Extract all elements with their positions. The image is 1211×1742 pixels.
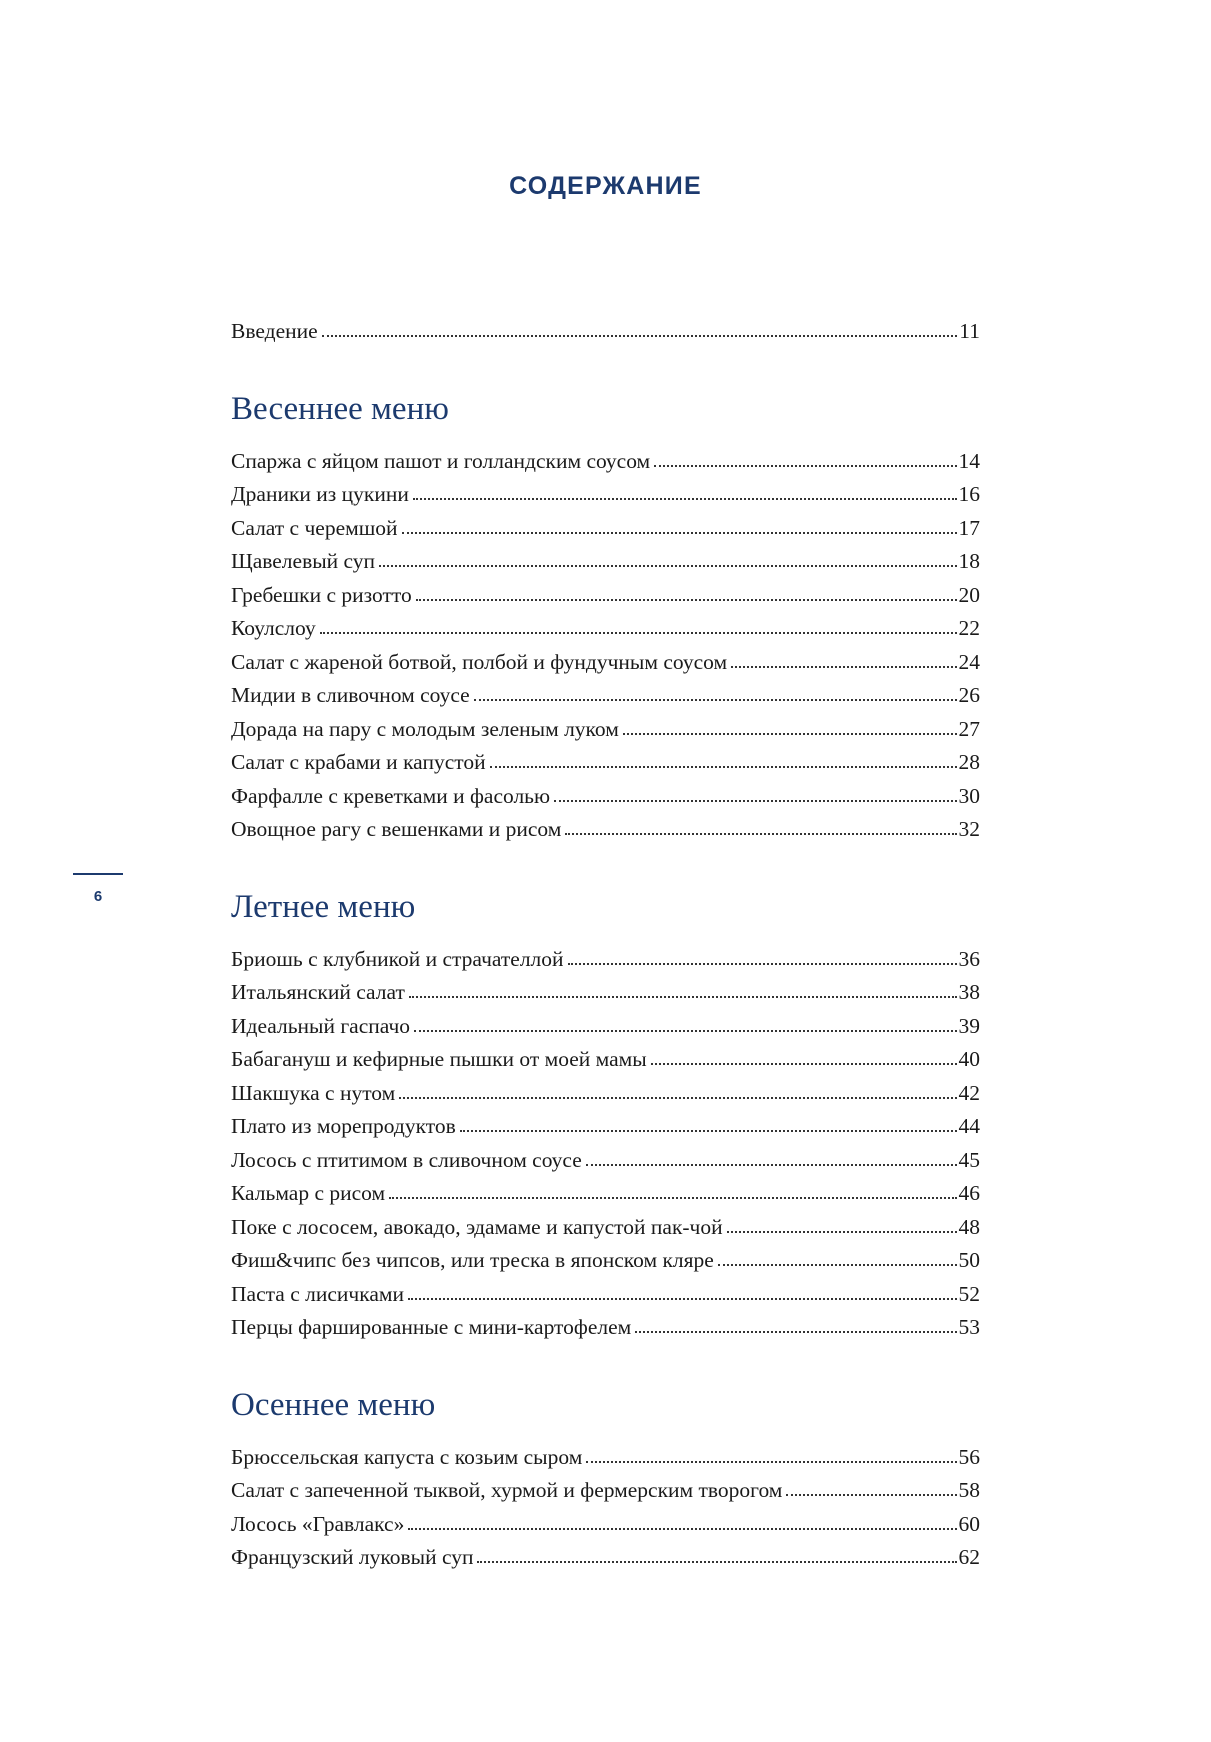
toc-entry[interactable] [231, 612, 980, 646]
toc-entry[interactable] [231, 1311, 980, 1345]
dot-leader [477, 1544, 956, 1564]
dot-leader [586, 1147, 957, 1167]
toc-entry[interactable] [231, 1110, 980, 1144]
toc-entry-page: 62 [958, 1545, 980, 1569]
dot-leader [399, 1080, 956, 1100]
toc-entry[interactable] [231, 813, 980, 847]
section-title: Летнее меню [231, 888, 416, 925]
dot-leader [554, 783, 956, 803]
dot-leader [568, 946, 957, 966]
toc-entry-page: 14 [958, 448, 980, 473]
toc-entry-label: Бабагануш и кефирные пышки от моей мамы [231, 1047, 647, 1071]
dot-leader [731, 649, 956, 669]
folio-rule [73, 873, 123, 875]
dot-leader [322, 318, 958, 338]
toc-entry-label: Овощное рагу с вешенками и рисом [231, 817, 562, 841]
dot-leader [320, 615, 957, 635]
toc-entry-label: Плато из морепродуктов [231, 1114, 456, 1138]
toc-entry-label: Паста с лисичками [231, 1281, 404, 1306]
toc-entry[interactable] [231, 1077, 980, 1111]
toc-entry-label: Кальмар с рисом [231, 1181, 386, 1205]
toc-entry-intro[interactable] [231, 315, 980, 349]
toc-entry[interactable] [231, 445, 980, 479]
dot-leader [389, 1180, 956, 1200]
dot-leader [635, 1314, 956, 1334]
toc-entry[interactable] [231, 1244, 980, 1278]
toc-entry[interactable] [231, 1278, 980, 1312]
toc-entry-page: 56 [958, 1444, 980, 1469]
dot-leader [416, 582, 957, 602]
toc-entry[interactable] [231, 1508, 980, 1542]
toc-entry[interactable] [231, 1144, 980, 1178]
toc-entry-page: 46 [958, 1181, 980, 1205]
toc-entry-page: 18 [958, 549, 980, 573]
toc-entry-page: 20 [958, 582, 980, 607]
toc-entry-page: 39 [958, 1013, 980, 1038]
dot-leader [413, 481, 957, 501]
dot-leader [408, 1511, 956, 1531]
toc-entry-label: Перцы фаршированные с мини-картофелем [231, 1315, 632, 1339]
toc-entry-label: Салат с черемшой [231, 515, 398, 540]
toc-entry[interactable] [231, 512, 980, 546]
toc-entry-page: 26 [958, 683, 980, 707]
dot-leader [586, 1444, 956, 1464]
dot-leader [408, 1281, 957, 1301]
toc-entry-page: 60 [958, 1511, 980, 1536]
dot-leader [727, 1214, 957, 1234]
dot-leader [402, 515, 957, 535]
toc-entry-label: Дорада на пару с молодым зеленым луком [231, 716, 619, 741]
toc-entry[interactable] [231, 713, 980, 747]
toc-entry-label: Фарфалле с креветками и фасолью [231, 783, 551, 808]
toc-entry-page: 27 [958, 716, 980, 741]
dot-leader [460, 1113, 957, 1133]
toc-entry[interactable] [231, 545, 980, 579]
dot-leader [718, 1247, 957, 1267]
dot-leader [651, 1046, 957, 1066]
section-autumn [231, 1383, 980, 1575]
toc-entry-label: Брюссельская капуста с козьим сыром [231, 1444, 583, 1469]
toc-entry-page: 28 [958, 750, 980, 774]
dot-leader [414, 1013, 956, 1033]
toc-entry-page: 38 [958, 980, 980, 1004]
dot-leader [409, 979, 957, 999]
toc-entry-page: 16 [958, 482, 980, 506]
dot-leader [654, 448, 956, 468]
toc-entry[interactable] [231, 746, 980, 780]
table-of-contents [231, 315, 980, 1575]
toc-entry-page: 58 [958, 1478, 980, 1502]
toc-entry[interactable] [231, 943, 980, 977]
toc-entry-label: Идеальный гаспачо [231, 1013, 411, 1038]
page-number: 6 [93, 888, 103, 905]
toc-entry[interactable] [231, 976, 980, 1010]
toc-entry-label: Бриошь с клубникой и страчателлой [231, 946, 564, 971]
toc-entry-label: Шакшука с нутом [231, 1080, 396, 1105]
dot-leader [490, 749, 957, 769]
toc-entry-page: 22 [958, 616, 980, 640]
toc-entry-page: 53 [958, 1315, 980, 1339]
toc-entry-label: Спаржа с яйцом пашот и голландским соусом [231, 448, 651, 473]
toc-entry-label: Салат с запеченной тыквой, хурмой и фермерским творогом [231, 1478, 783, 1502]
dot-leader [565, 816, 956, 836]
toc-entry-page: 48 [958, 1214, 980, 1239]
toc-entry-page: 11 [959, 319, 980, 343]
toc-entry-page: 32 [958, 817, 980, 841]
toc-entry[interactable] [231, 1211, 980, 1245]
toc-entry-page: 42 [958, 1080, 980, 1105]
toc-entry-page: 36 [958, 946, 980, 971]
toc-entry-label: Мидии в сливочном соусе [231, 683, 470, 707]
toc-entry-label: Салат с крабами и капустой [231, 750, 486, 774]
section-title: Осеннее меню [231, 1386, 436, 1423]
section-spring [231, 387, 980, 847]
toc-entry[interactable] [231, 1441, 980, 1475]
toc-entry-label: Введение [231, 319, 318, 343]
toc-entry-label: Драники из цукини [231, 482, 409, 506]
toc-entry-label: Лосось с птитимом в сливочном соусе [231, 1147, 582, 1172]
toc-entry-page: 52 [958, 1281, 980, 1306]
toc-entry-label: Щавелевый суп [231, 549, 376, 573]
toc-entry-label: Итальянский салат [231, 980, 405, 1004]
toc-entry[interactable] [231, 679, 980, 713]
toc-entry-page: 17 [958, 515, 980, 540]
toc-entry-page: 45 [958, 1147, 980, 1172]
toc-entry[interactable] [231, 478, 980, 512]
section-title: Весеннее меню [231, 390, 449, 427]
toc-entry-label: Французский луковый суп [231, 1545, 474, 1569]
toc-entry-label: Коулслоу [231, 616, 316, 640]
toc-entry-page: 24 [958, 649, 980, 674]
toc-entry[interactable] [231, 780, 980, 814]
toc-entry-page: 44 [958, 1114, 980, 1138]
toc-entry-page: 50 [958, 1248, 980, 1272]
toc-entry[interactable] [231, 579, 980, 613]
toc-entry-label: Фиш&чипс без чипсов, или треска в японском кляре [231, 1248, 714, 1272]
toc-entry[interactable] [231, 1177, 980, 1211]
toc-entry-label: Салат с жареной ботвой, полбой и фундучным соусом [231, 649, 728, 674]
dot-leader [786, 1477, 956, 1497]
toc-entry-page: 30 [958, 783, 980, 808]
toc-entry[interactable] [231, 646, 980, 680]
toc-entry[interactable] [231, 1541, 980, 1575]
toc-entry[interactable] [231, 1010, 980, 1044]
toc-entry-label: Поке с лососем, авокадо, эдамаме и капустой пак-чой [231, 1214, 723, 1239]
toc-entry-label: Лосось «Гравлакс» [231, 1511, 405, 1536]
toc-entry-page: 40 [958, 1047, 980, 1071]
dot-leader [474, 682, 957, 702]
toc-entry-label: Гребешки с ризотто [231, 582, 412, 607]
dot-leader [623, 716, 957, 736]
section-summer [231, 885, 980, 1345]
page-title: СОДЕРЖАНИЕ [509, 172, 702, 200]
toc-entry[interactable] [231, 1043, 980, 1077]
dot-leader [379, 548, 956, 568]
toc-entry[interactable] [231, 1474, 980, 1508]
